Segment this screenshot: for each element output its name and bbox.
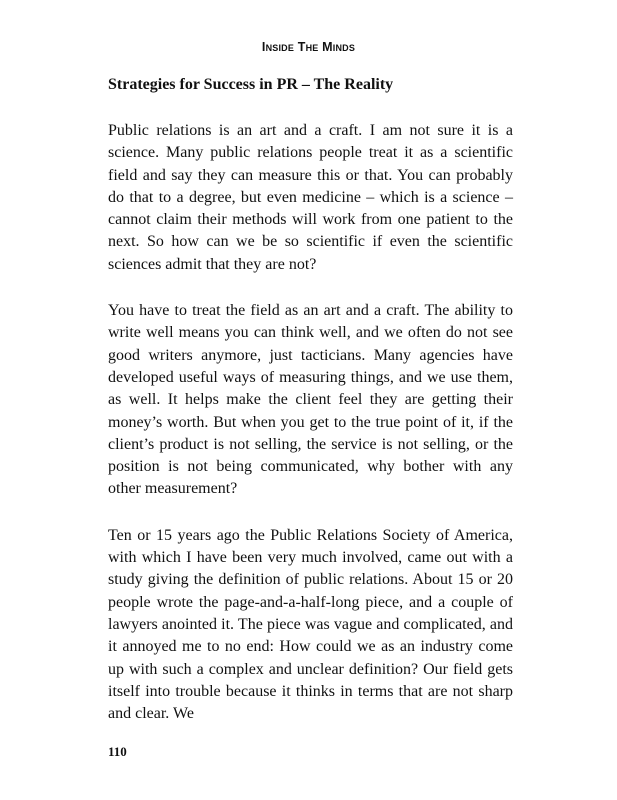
page-number: 110 xyxy=(108,744,127,759)
paragraph-2: You have to treat the field as an art and a craft. The ability to write well means you can think well, and we often do not see good writers anymore, just tacticians. Many agencies have developed useful ways of measuring things, and we use them, as well. It helps make the client feel they are getting their money’s worth. But when you get to the true point of it, if the client’s product is not selling, the service is not selling, or the position is not being communicated, why bother with any other measurement? xyxy=(108,302,513,498)
paragraph-3: Ten or 15 years ago the Public Relations Society of America, with which I have been very much involved, came out with a study giving the definition of public relations. About 15 or 20 people wrote the page-and-a-half-long piece, and a couple of lawyers anointed it. The piece was vague and complicated, and it annoyed me to no end: How could we as an industry come up with such a complex and unclear definition? Our field gets itself into trouble because it thinks in terms that are not sharp and clear. We xyxy=(108,526,513,723)
running-header: Inside The Minds xyxy=(261,40,356,54)
body-text xyxy=(108,120,513,749)
paragraph-1: Public relations is an art and a craft. I am not sure it is a science. Many public relations people treat it as a scientific field and say they can measure this or that. You can probably do that to a degree, but even medicine – which is a science – cannot claim their methods will work from one patient to the next. So how can we be so scientific if even the scientific sciences admit that they are not? xyxy=(108,122,513,273)
section-title: Strategies for Success in PR – The Reality xyxy=(108,76,394,93)
